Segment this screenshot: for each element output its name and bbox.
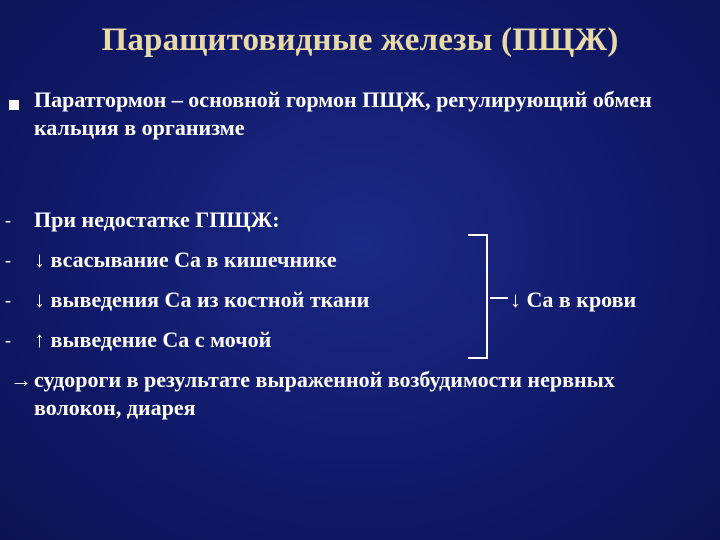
bracket-connector-line [490,297,508,299]
dash-bullet: - [5,210,11,230]
list-item-text: При недостатке ГПЩЖ: [34,207,280,232]
bracket-top-line [468,234,488,236]
right-arrow-icon: → [10,367,32,392]
square-bullet-icon [9,100,19,110]
dash-bullet: - [5,330,11,350]
bracket-vertical-line [486,234,488,359]
bracket-bottom-line [468,357,488,359]
result-text: ↓ Са в крови [510,287,637,312]
conclusion-text: судороги в результате выраженной возбудимости нервных волокон, диарея [34,367,615,420]
list-item-text: ↓ всасывание Са в кишечнике [34,247,337,272]
slide-title: Паращитовидные железы (ПЩЖ) [101,22,619,58]
list-item-text: ↓ выведения Са из костной ткани [34,287,370,312]
main-bullet-text: Паратгормон – основной гормон ПЩЖ, регулирующий обмен кальция в организме [34,87,652,140]
dash-bullet: - [5,290,11,310]
list-item-text: ↑ выведение Са с мочой [34,327,272,352]
dash-bullet: - [5,250,11,270]
